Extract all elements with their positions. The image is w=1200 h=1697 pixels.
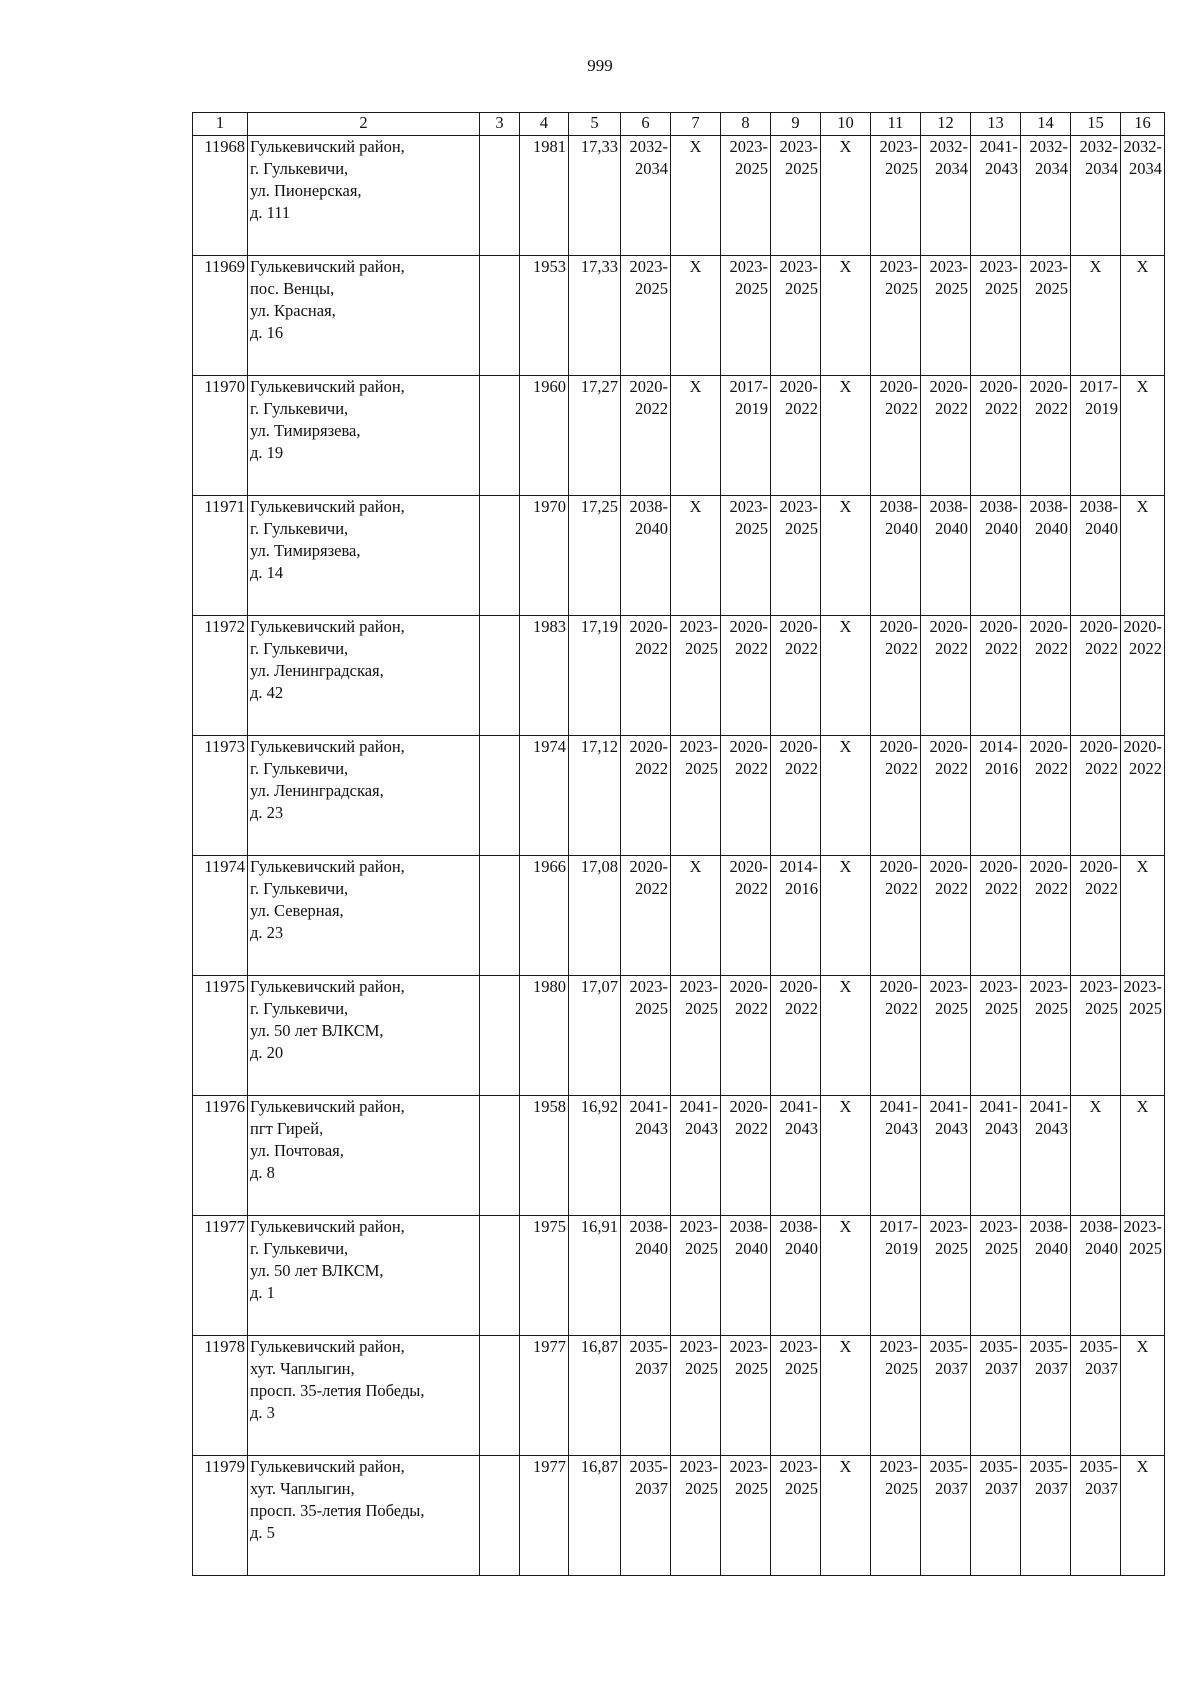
period-cell-col8: 2038-2040 <box>721 1216 771 1336</box>
value-cell: 16,87 <box>569 1336 621 1456</box>
table-row <box>193 1456 1165 1576</box>
table-row <box>193 616 1165 736</box>
address-cell <box>248 256 480 376</box>
address-line: д. 23 <box>250 803 284 822</box>
period-cell-col6: 2038-2040 <box>621 496 671 616</box>
period-cell-col13: 2023-2025 <box>971 976 1021 1096</box>
address-line: Гулькевичский район, <box>250 1217 405 1236</box>
period-cell-col8: 2023-2025 <box>721 1456 771 1576</box>
address-line: Гулькевичский район, <box>250 497 405 516</box>
period-cell-col12: 2035-2037 <box>921 1336 971 1456</box>
period-cell-col7: Х <box>671 136 721 256</box>
address-line: Гулькевичский район, <box>250 1337 405 1356</box>
register-table <box>192 112 1165 1576</box>
period-cell-col7: 2023-2025 <box>671 1456 721 1576</box>
year-cell: 1981 <box>520 136 569 256</box>
address-line: г. Гулькевичи, <box>250 399 349 418</box>
period-cell-col16: 2020-2022 <box>1121 736 1165 856</box>
value-cell: 17,19 <box>569 616 621 736</box>
column-header-11: 11 <box>871 113 921 136</box>
period-cell-col13: 2038-2040 <box>971 496 1021 616</box>
period-cell-col13: 2035-2037 <box>971 1456 1021 1576</box>
address-line: просп. 35-летия Победы, <box>250 1501 425 1520</box>
address-cell <box>248 856 480 976</box>
period-cell-col16: Х <box>1121 256 1165 376</box>
period-cell-col9: 2038-2040 <box>771 1216 821 1336</box>
period-cell-col9: 2023-2025 <box>771 496 821 616</box>
period-cell-col11: 2023-2025 <box>871 136 921 256</box>
period-cell-col11: 2020-2022 <box>871 736 921 856</box>
column-header-2: 2 <box>248 113 480 136</box>
period-cell-col7: Х <box>671 856 721 976</box>
column-3-cell <box>480 496 520 616</box>
period-cell-col8: 2020-2022 <box>721 856 771 976</box>
record-number: 11974 <box>193 856 248 976</box>
address-line: Гулькевичский район, <box>250 857 405 876</box>
period-cell-col15: 2017-2019 <box>1071 376 1121 496</box>
column-header-8: 8 <box>721 113 771 136</box>
address-line: д. 111 <box>250 203 291 222</box>
period-cell-col14: 2020-2022 <box>1021 736 1071 856</box>
period-cell-col10: Х <box>821 856 871 976</box>
period-cell-col7: 2023-2025 <box>671 616 721 736</box>
period-cell-col15: Х <box>1071 1096 1121 1216</box>
period-cell-col10: Х <box>821 256 871 376</box>
table-row <box>193 1216 1165 1336</box>
period-cell-col8: 2023-2025 <box>721 256 771 376</box>
year-cell: 1975 <box>520 1216 569 1336</box>
address-line: хут. Чаплыгин, <box>250 1359 355 1378</box>
address-line: г. Гулькевичи, <box>250 759 349 778</box>
address-line: ул. Северная, <box>250 901 344 920</box>
record-number: 11972 <box>193 616 248 736</box>
period-cell-col7: Х <box>671 376 721 496</box>
column-3-cell <box>480 1096 520 1216</box>
period-cell-col13: 2020-2022 <box>971 856 1021 976</box>
period-cell-col10: Х <box>821 1336 871 1456</box>
period-cell-col6: 2032-2034 <box>621 136 671 256</box>
record-number: 11976 <box>193 1096 248 1216</box>
period-cell-col7: 2023-2025 <box>671 1336 721 1456</box>
address-line: ул. Тимирязева, <box>250 541 361 560</box>
value-cell: 17,08 <box>569 856 621 976</box>
period-cell-col6: 2041-2043 <box>621 1096 671 1216</box>
period-cell-col12: 2023-2025 <box>921 1216 971 1336</box>
header-row <box>193 113 1165 136</box>
year-cell: 1953 <box>520 256 569 376</box>
column-header-1: 1 <box>193 113 248 136</box>
period-cell-col11: 2020-2022 <box>871 976 921 1096</box>
period-cell-col15: 2035-2037 <box>1071 1456 1121 1576</box>
page-number: 999 <box>587 56 613 75</box>
period-cell-col12: 2023-2025 <box>921 976 971 1096</box>
period-cell-col13: 2041-2043 <box>971 1096 1021 1216</box>
address-line: Гулькевичский район, <box>250 377 405 396</box>
period-cell-col14: 2035-2037 <box>1021 1456 1071 1576</box>
record-number: 11969 <box>193 256 248 376</box>
record-number: 11970 <box>193 376 248 496</box>
period-cell-col14: 2038-2040 <box>1021 1216 1071 1336</box>
address-line: ул. Тимирязева, <box>250 421 361 440</box>
period-cell-col11: 2023-2025 <box>871 1336 921 1456</box>
period-cell-col9: 2020-2022 <box>771 976 821 1096</box>
address-line: ул. 50 лет ВЛКСМ, <box>250 1261 384 1280</box>
record-number: 11975 <box>193 976 248 1096</box>
period-cell-col7: 2023-2025 <box>671 1216 721 1336</box>
address-cell <box>248 1456 480 1576</box>
year-cell: 1980 <box>520 976 569 1096</box>
column-header-4: 4 <box>520 113 569 136</box>
period-cell-col12: 2020-2022 <box>921 856 971 976</box>
address-line: Гулькевичский район, <box>250 1457 405 1476</box>
address-cell <box>248 1216 480 1336</box>
period-cell-col14: 2023-2025 <box>1021 976 1071 1096</box>
address-line: д. 5 <box>250 1523 275 1542</box>
record-number: 11973 <box>193 736 248 856</box>
period-cell-col7: Х <box>671 496 721 616</box>
record-number: 11971 <box>193 496 248 616</box>
period-cell-col11: 2017-2019 <box>871 1216 921 1336</box>
period-cell-col12: 2020-2022 <box>921 376 971 496</box>
period-cell-col12: 2035-2037 <box>921 1456 971 1576</box>
period-cell-col8: 2023-2025 <box>721 496 771 616</box>
period-cell-col10: Х <box>821 736 871 856</box>
column-header-13: 13 <box>971 113 1021 136</box>
period-cell-col8: 2020-2022 <box>721 1096 771 1216</box>
period-cell-col11: 2038-2040 <box>871 496 921 616</box>
period-cell-col13: 2020-2022 <box>971 616 1021 736</box>
period-cell-col9: 2023-2025 <box>771 1456 821 1576</box>
column-3-cell <box>480 136 520 256</box>
year-cell: 1974 <box>520 736 569 856</box>
period-cell-col11: 2023-2025 <box>871 256 921 376</box>
address-cell <box>248 496 480 616</box>
record-number: 11968 <box>193 136 248 256</box>
period-cell-col9: 2023-2025 <box>771 256 821 376</box>
period-cell-col14: 2023-2025 <box>1021 256 1071 376</box>
table-row <box>193 856 1165 976</box>
address-line: просп. 35-летия Победы, <box>250 1381 425 1400</box>
period-cell-col15: 2032-2034 <box>1071 136 1121 256</box>
column-header-10: 10 <box>821 113 871 136</box>
period-cell-col15: 2020-2022 <box>1071 616 1121 736</box>
period-cell-col16: 2020-2022 <box>1121 616 1165 736</box>
year-cell: 1966 <box>520 856 569 976</box>
address-line: Гулькевичский район, <box>250 977 405 996</box>
address-line: ул. Почтовая, <box>250 1141 344 1160</box>
value-cell: 17,25 <box>569 496 621 616</box>
value-cell: 16,92 <box>569 1096 621 1216</box>
address-line: д. 16 <box>250 323 284 342</box>
period-cell-col14: 2038-2040 <box>1021 496 1071 616</box>
period-cell-col16: Х <box>1121 496 1165 616</box>
column-header-9: 9 <box>771 113 821 136</box>
value-cell: 17,33 <box>569 136 621 256</box>
period-cell-col12: 2038-2040 <box>921 496 971 616</box>
year-cell: 1983 <box>520 616 569 736</box>
address-line: д. 23 <box>250 923 284 942</box>
address-line: хут. Чаплыгин, <box>250 1479 355 1498</box>
period-cell-col16: 2023-2025 <box>1121 976 1165 1096</box>
period-cell-col16: Х <box>1121 1456 1165 1576</box>
column-3-cell <box>480 976 520 1096</box>
period-cell-col14: 2041-2043 <box>1021 1096 1071 1216</box>
period-cell-col13: 2041-2043 <box>971 136 1021 256</box>
address-line: д. 42 <box>250 683 284 702</box>
value-cell: 17,12 <box>569 736 621 856</box>
address-line: ул. Пионерская, <box>250 181 362 200</box>
period-cell-col16: Х <box>1121 856 1165 976</box>
period-cell-col7: Х <box>671 256 721 376</box>
period-cell-col15: 2020-2022 <box>1071 736 1121 856</box>
column-3-cell <box>480 256 520 376</box>
column-header-15: 15 <box>1071 113 1121 136</box>
period-cell-col13: 2020-2022 <box>971 376 1021 496</box>
period-cell-col10: Х <box>821 1096 871 1216</box>
period-cell-col14: 2035-2037 <box>1021 1336 1071 1456</box>
period-cell-col14: 2032-2034 <box>1021 136 1071 256</box>
address-line: д. 1 <box>250 1283 275 1302</box>
period-cell-col15: 2020-2022 <box>1071 856 1121 976</box>
table-row <box>193 376 1165 496</box>
column-3-cell <box>480 1216 520 1336</box>
period-cell-col11: 2023-2025 <box>871 1456 921 1576</box>
period-cell-col9: 2020-2022 <box>771 376 821 496</box>
period-cell-col8: 2023-2025 <box>721 1336 771 1456</box>
column-header-6: 6 <box>621 113 671 136</box>
period-cell-col13: 2014-2016 <box>971 736 1021 856</box>
period-cell-col7: 2023-2025 <box>671 976 721 1096</box>
address-line: пос. Венцы, <box>250 279 335 298</box>
value-cell: 17,07 <box>569 976 621 1096</box>
period-cell-col10: Х <box>821 496 871 616</box>
period-cell-col8: 2023-2025 <box>721 136 771 256</box>
address-cell <box>248 616 480 736</box>
address-line: Гулькевичский район, <box>250 257 405 276</box>
period-cell-col6: 2023-2025 <box>621 256 671 376</box>
table-row <box>193 136 1165 256</box>
period-cell-col10: Х <box>821 976 871 1096</box>
address-cell <box>248 136 480 256</box>
address-line: Гулькевичский район, <box>250 737 405 756</box>
address-cell <box>248 976 480 1096</box>
period-cell-col6: 2035-2037 <box>621 1456 671 1576</box>
column-3-cell <box>480 856 520 976</box>
address-line: г. Гулькевичи, <box>250 1239 349 1258</box>
table-row <box>193 976 1165 1096</box>
period-cell-col12: 2041-2043 <box>921 1096 971 1216</box>
address-cell <box>248 1336 480 1456</box>
period-cell-col6: 2020-2022 <box>621 616 671 736</box>
period-cell-col16: Х <box>1121 376 1165 496</box>
period-cell-col6: 2023-2025 <box>621 976 671 1096</box>
address-line: д. 3 <box>250 1403 275 1422</box>
period-cell-col12: 2032-2034 <box>921 136 971 256</box>
address-line: г. Гулькевичи, <box>250 519 349 538</box>
address-line: д. 19 <box>250 443 284 462</box>
period-cell-col14: 2020-2022 <box>1021 856 1071 976</box>
period-cell-col6: 2038-2040 <box>621 1216 671 1336</box>
address-line: д. 8 <box>250 1163 275 1182</box>
period-cell-col11: 2041-2043 <box>871 1096 921 1216</box>
address-line: г. Гулькевичи, <box>250 999 349 1018</box>
period-cell-col6: 2035-2037 <box>621 1336 671 1456</box>
value-cell: 17,27 <box>569 376 621 496</box>
period-cell-col9: 2023-2025 <box>771 136 821 256</box>
value-cell: 17,33 <box>569 256 621 376</box>
table-row <box>193 1336 1165 1456</box>
record-number: 11978 <box>193 1336 248 1456</box>
column-3-cell <box>480 736 520 856</box>
period-cell-col16: Х <box>1121 1336 1165 1456</box>
period-cell-col10: Х <box>821 376 871 496</box>
period-cell-col9: 2041-2043 <box>771 1096 821 1216</box>
address-line: Гулькевичский район, <box>250 137 405 156</box>
column-header-3: 3 <box>480 113 520 136</box>
address-line: ул. Красная, <box>250 301 336 320</box>
address-line: г. Гулькевичи, <box>250 639 349 658</box>
address-cell <box>248 736 480 856</box>
column-3-cell <box>480 1456 520 1576</box>
period-cell-col14: 2020-2022 <box>1021 616 1071 736</box>
period-cell-col14: 2020-2022 <box>1021 376 1071 496</box>
period-cell-col7: 2041-2043 <box>671 1096 721 1216</box>
value-cell: 16,87 <box>569 1456 621 1576</box>
period-cell-col16: 2023-2025 <box>1121 1216 1165 1336</box>
period-cell-col11: 2020-2022 <box>871 376 921 496</box>
column-3-cell <box>480 1336 520 1456</box>
period-cell-col8: 2020-2022 <box>721 616 771 736</box>
year-cell: 1977 <box>520 1336 569 1456</box>
record-number: 11979 <box>193 1456 248 1576</box>
period-cell-col9: 2014-2016 <box>771 856 821 976</box>
period-cell-col8: 2020-2022 <box>721 736 771 856</box>
period-cell-col8: 2020-2022 <box>721 976 771 1096</box>
period-cell-col13: 2023-2025 <box>971 1216 1021 1336</box>
address-line: ул. Ленинградская, <box>250 661 384 680</box>
address-line: ул. Ленинградская, <box>250 781 384 800</box>
record-number: 11977 <box>193 1216 248 1336</box>
address-line: Гулькевичский район, <box>250 1097 405 1116</box>
table-row <box>193 496 1165 616</box>
column-header-14: 14 <box>1021 113 1071 136</box>
address-line: ул. 50 лет ВЛКСМ, <box>250 1021 384 1040</box>
period-cell-col10: Х <box>821 1216 871 1336</box>
address-line: г. Гулькевичи, <box>250 879 349 898</box>
year-cell: 1960 <box>520 376 569 496</box>
period-cell-col6: 2020-2022 <box>621 736 671 856</box>
period-cell-col6: 2020-2022 <box>621 376 671 496</box>
period-cell-col7: 2023-2025 <box>671 736 721 856</box>
address-line: д. 20 <box>250 1043 284 1062</box>
value-cell: 16,91 <box>569 1216 621 1336</box>
year-cell: 1977 <box>520 1456 569 1576</box>
period-cell-col9: 2020-2022 <box>771 616 821 736</box>
address-cell <box>248 376 480 496</box>
period-cell-col11: 2020-2022 <box>871 856 921 976</box>
table-row <box>193 256 1165 376</box>
year-cell: 1958 <box>520 1096 569 1216</box>
year-cell: 1970 <box>520 496 569 616</box>
column-header-16: 16 <box>1121 113 1165 136</box>
period-cell-col16: 2032-2034 <box>1121 136 1165 256</box>
address-cell <box>248 1096 480 1216</box>
period-cell-col15: Х <box>1071 256 1121 376</box>
period-cell-col12: 2020-2022 <box>921 616 971 736</box>
table-row <box>193 736 1165 856</box>
period-cell-col15: 2038-2040 <box>1071 496 1121 616</box>
column-3-cell <box>480 376 520 496</box>
period-cell-col11: 2020-2022 <box>871 616 921 736</box>
period-cell-col12: 2023-2025 <box>921 256 971 376</box>
period-cell-col10: Х <box>821 136 871 256</box>
period-cell-col15: 2038-2040 <box>1071 1216 1121 1336</box>
period-cell-col9: 2020-2022 <box>771 736 821 856</box>
period-cell-col16: Х <box>1121 1096 1165 1216</box>
period-cell-col13: 2035-2037 <box>971 1336 1021 1456</box>
period-cell-col10: Х <box>821 616 871 736</box>
address-line: пгт Гирей, <box>250 1119 324 1138</box>
table-body <box>193 136 1165 1576</box>
column-header-7: 7 <box>671 113 721 136</box>
column-3-cell <box>480 616 520 736</box>
address-line: г. Гулькевичи, <box>250 159 349 178</box>
period-cell-col15: 2023-2025 <box>1071 976 1121 1096</box>
period-cell-col9: 2023-2025 <box>771 1336 821 1456</box>
address-line: д. 14 <box>250 563 284 582</box>
period-cell-col8: 2017-2019 <box>721 376 771 496</box>
column-header-12: 12 <box>921 113 971 136</box>
period-cell-col6: 2020-2022 <box>621 856 671 976</box>
period-cell-col15: 2035-2037 <box>1071 1336 1121 1456</box>
table-row <box>193 1096 1165 1216</box>
period-cell-col10: Х <box>821 1456 871 1576</box>
address-line: Гулькевичский район, <box>250 617 405 636</box>
period-cell-col12: 2020-2022 <box>921 736 971 856</box>
column-header-5: 5 <box>569 113 621 136</box>
period-cell-col13: 2023-2025 <box>971 256 1021 376</box>
